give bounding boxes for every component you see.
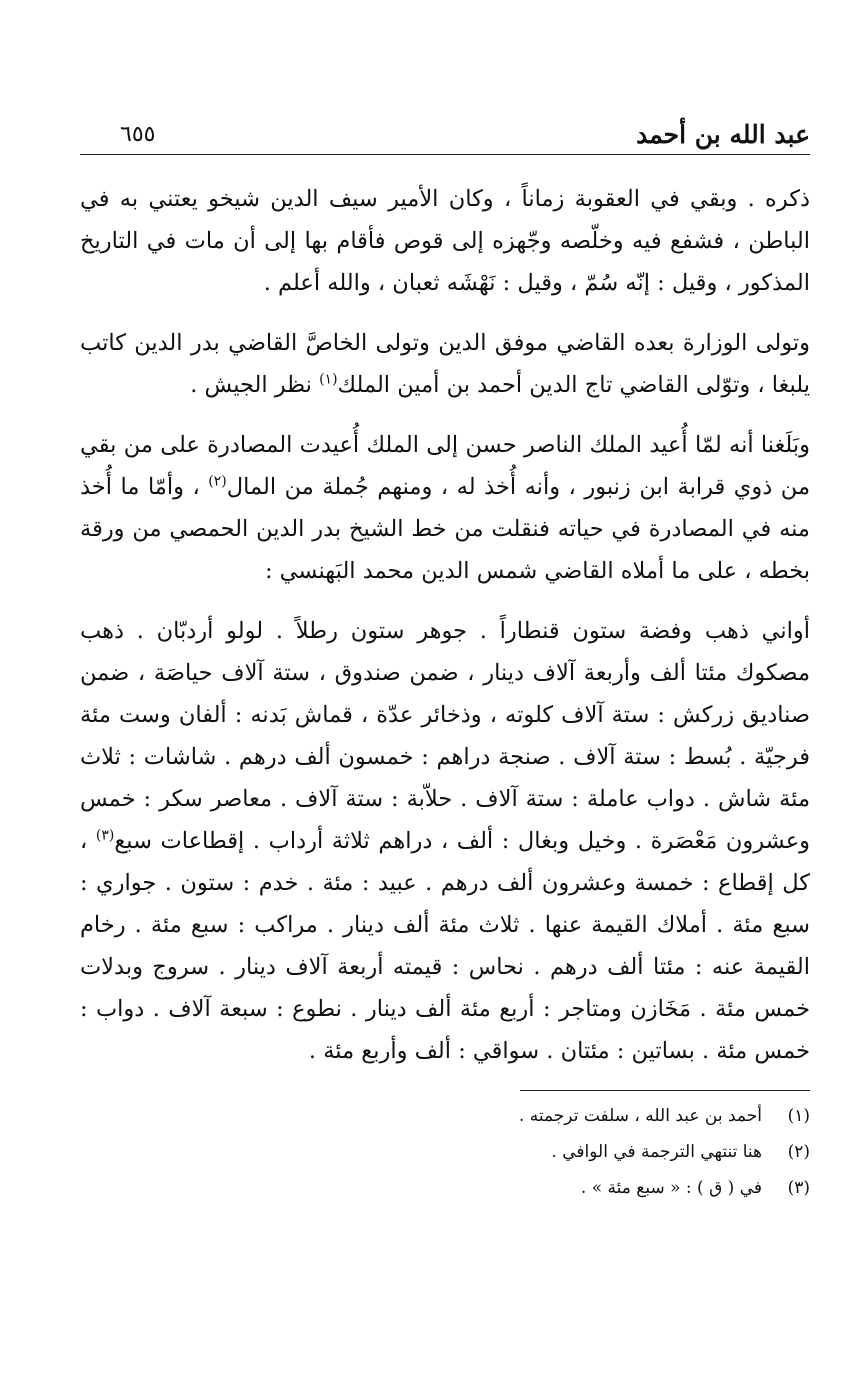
running-title: عبد الله بن أحمد: [636, 120, 810, 149]
paragraph-text: ، وأمّا ما أُخذ منه في المصادرة في حياته فنقلت من خط الشيخ بدر الدين الحمصي من ورقة بخطه ، على ما أملاه القاضي شمس الدين محمد البَهنسي :: [80, 474, 810, 584]
footnote-number: (١): [787, 1106, 810, 1126]
paragraph-text: وبَلَغنا أنه لمّا أُعيد الملك الناصر حسن إلى الملك أُعيدت المصادرة على من بقي من ذوي قرابة ابن زنبور ، وأنه أُخذ له ، ومنهم جُملة من المال: [80, 432, 810, 500]
page-header: [80, 112, 810, 155]
footnote-number: (٣): [787, 1178, 810, 1198]
footnote-3: [80, 1170, 810, 1206]
paragraph-text: أواني ذهب وفضة ستون قنطاراً . جوهر ستون رطلاً . لولو أردبّان . ذهب مصكوك مئتا ألف وأربعة آلاف دينار ، ضمن صندوق ، ستة آلاف حياصَة ، ضمن صناديق زركش : ستة آلاف كلوته ، وذخائر عدّة ، قماش بَدنه : ألفان وست مئة فرجيّة . بُسط : ستة آلاف . صنجة دراهم : خمسون ألف درهم . شاشات : ثلاث مئة شاش . دواب عاملة : ستة آلاف . حلاّبة : ستة آلاف . معاصر سكر : خمس وعشرون مَعْصَرة . وخيل وبغال : ألف ، دراهم ثلاثة أرداب . إقطاعات سبع: [80, 618, 811, 854]
body-text: [80, 178, 810, 1090]
footnote-1: [80, 1098, 810, 1134]
paragraph-text: ، كل إقطاع : خمسة وعشرون ألف درهم . عبيد : مئة . خدم : ستون . جواري : سبع مئة . أملاك القيمة عنها . ثلاث مئة ألف دينار . مراكب : سبع مئة . رخام القيمة عنه : مئتا ألف درهم . نحاس : قيمته أربعة آلاف دينار . سروج وبدلات خمس مئة . مَخَازن ومتاجر : أربع مئة ألف دينار . نطوع : سبعة آلاف . دواب : خمس مئة . بساتين : مئتان . سواقي : ألف وأربع مئة .: [80, 828, 810, 1064]
book-page: [80, 0, 810, 1381]
paragraph-text: ذكره . وبقي في العقوبة زماناً ، وكان الأمير سيف الدين شيخو يعتني به في الباطن ، فشفع فيه وخلّصه وجّهزه إلى قوص فأقام بها إلى أن مات في التاريخ المذكور ، وقيل : إنّه سُمّ ، وقيل : نَهْشَه ثعبان ، والله أعلم .: [80, 186, 810, 296]
footnotes: [80, 1098, 810, 1206]
footnote-text: هنا تنتهي الترجمة في الوافي .: [551, 1142, 762, 1162]
page-number: ٦٥٥: [120, 122, 156, 147]
paragraph-4: [80, 610, 810, 1072]
footnote-2: [80, 1134, 810, 1170]
paragraph-2: [80, 322, 810, 406]
footnote-ref-1: (١): [319, 371, 338, 388]
paragraph-text: وتولى الوزارة بعده القاضي موفق الدين وتولى الخاصَّ القاضي بدر الدين كاتب يلبغا ، وتوّلى القاضي تاج الدين أحمد بن أمين الملك: [80, 330, 810, 398]
footnote-number: (٢): [787, 1142, 810, 1162]
footnote-divider: [520, 1090, 810, 1091]
footnote-text: أحمد بن عبد الله ، سلفت ترجمته .: [518, 1106, 762, 1126]
paragraph-3: [80, 424, 810, 592]
footnote-ref-2: (٢): [208, 473, 227, 490]
paragraph-text: نظر الجيش .: [190, 372, 320, 398]
paragraph-1: [80, 178, 810, 304]
footnote-text: في ( ق ) : « سبع مئة » .: [580, 1178, 762, 1198]
footnote-ref-3: (٣): [95, 827, 115, 844]
